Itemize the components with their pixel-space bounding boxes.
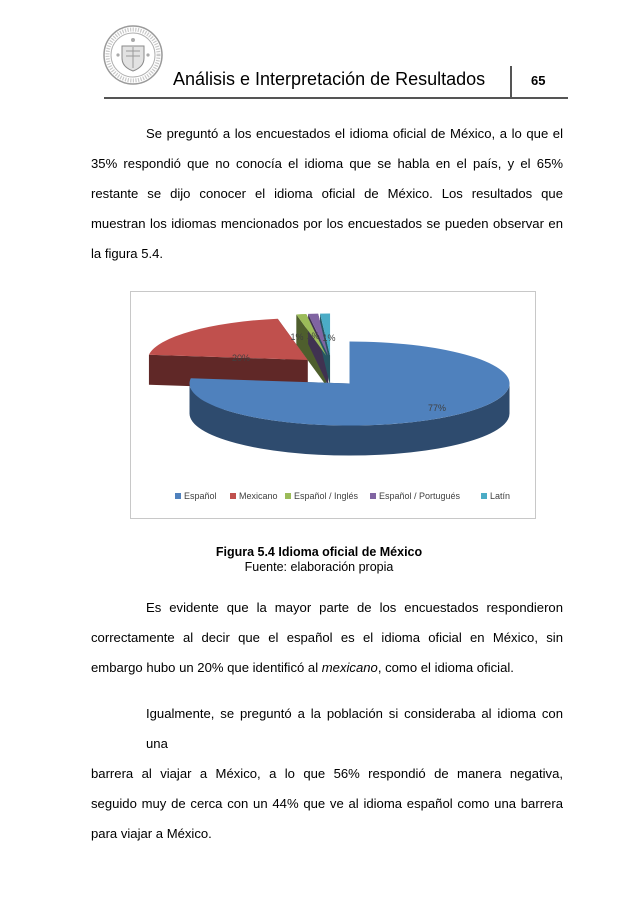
emphasis-mexicano: mexicano	[321, 660, 378, 675]
legend-label: Español	[184, 491, 217, 501]
header-divider	[510, 66, 512, 98]
legend-label: Latín	[490, 491, 511, 501]
legend-label: Español / Inglés	[294, 491, 359, 501]
chart-legend	[175, 491, 510, 501]
paragraph-line	[91, 653, 563, 683]
paragraph-line: 35% respondió que no conocía el idioma que se habla en el país, y el 65%	[91, 156, 563, 171]
legend-label: Español / Portugués	[379, 491, 461, 501]
university-seal-logo	[102, 24, 164, 86]
pie-data-label: 1%	[306, 331, 320, 341]
legend-swatch	[285, 493, 291, 499]
pie-data-label: 1%	[322, 333, 336, 343]
paragraph-line: seguido muy de cerca con un 44% que ve al idioma español como una barrera	[91, 796, 563, 811]
legend-swatch	[175, 493, 181, 499]
paragraph-line: muestran los idiomas mencionados por los encuestados se pueden observar en	[91, 216, 563, 231]
paragraph-text: , como el idioma oficial.	[377, 660, 514, 675]
paragraph-line: barrera al viajar a México, a lo que 56% respondió de manera negativa,	[91, 766, 563, 781]
legend-label: Mexicano	[239, 491, 278, 501]
paragraph-line: Se preguntó a los encuestados el idioma oficial de México, a lo que el	[146, 126, 563, 141]
pie-slice	[149, 319, 308, 360]
pie-data-label: 1%	[290, 332, 304, 342]
paragraph-3	[91, 699, 563, 849]
paragraph-line: restante se dijo conocer el idioma oficial de México. Los resultados que	[91, 186, 563, 201]
paragraph-1	[91, 119, 563, 269]
figure-caption-source: Fuente: elaboración propia	[244, 560, 394, 574]
pie-chart	[130, 291, 536, 519]
pie-data-label: 77%	[427, 403, 447, 413]
paragraph-line: Es evidente que la mayor parte de los encuestados respondieron	[146, 600, 563, 615]
paragraph-2	[91, 593, 563, 683]
header-rule	[104, 97, 568, 99]
page-number: 65	[531, 73, 546, 88]
paragraph-line: la figura 5.4.	[91, 246, 164, 261]
legend-swatch	[230, 493, 236, 499]
header-title: Análisis e Interpretación de Resultados	[173, 69, 486, 89]
paragraph-line: para viajar a México.	[91, 826, 212, 841]
legend-swatch	[370, 493, 376, 499]
paragraph-line: correctamente al decir que el español es el idioma oficial en México, sin	[91, 630, 563, 645]
legend-swatch	[481, 493, 487, 499]
pie-chart-svg	[131, 292, 535, 518]
figure-caption-title: Figura 5.4 Idioma oficial de México	[215, 545, 423, 559]
paragraph-text: embargo hubo un 20% que identificó al	[91, 660, 322, 675]
pie-data-label: 20%	[231, 353, 251, 363]
paragraph-line: Igualmente, se preguntó a la población si consideraba al idioma con una	[146, 706, 563, 751]
